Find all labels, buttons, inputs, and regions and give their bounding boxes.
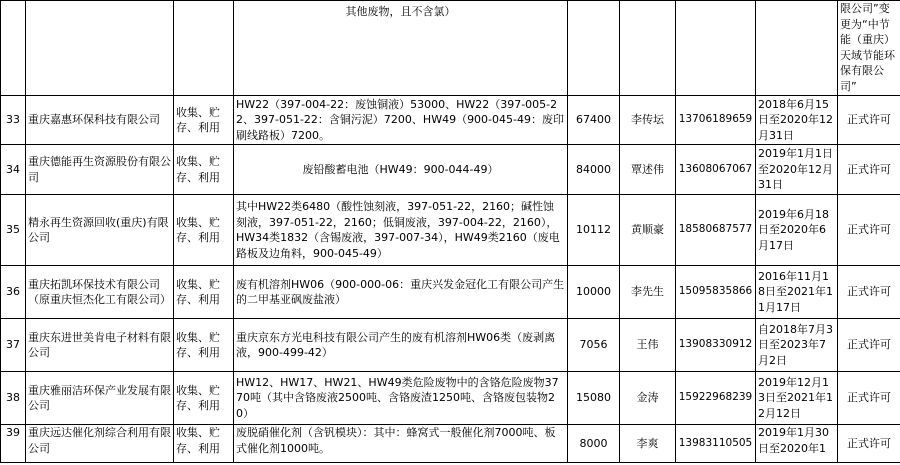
cell-license-type: 正式许可 (838, 145, 900, 195)
cell-capacity: 8000 (568, 425, 620, 463)
table-row (1, 1, 900, 96)
cell-license-type: 正式许可 (838, 96, 900, 145)
cell-validity: 2019年1月30日至2020年1 (756, 425, 838, 463)
cell-waste: 其他废物，且不含氯） (234, 1, 568, 96)
cell-capacity (568, 1, 620, 96)
cell-validity: 2019年1月1日至2020年12月31日 (756, 145, 838, 195)
cell-no: 35 (1, 195, 26, 266)
cell-no: 34 (1, 145, 26, 195)
cell-name: 精永再生资源回收(重庆)有限公司 (26, 195, 174, 266)
cell-waste: 废有机溶剂HW06（900-000-06：重庆兴发金冠化工有限公司产生的二甲基亚砜废盐液） (234, 266, 568, 319)
cell-license-type: 正式许可 (838, 266, 900, 319)
cell-contact: 王伟 (620, 319, 676, 372)
cell-capacity: 84000 (568, 145, 620, 195)
cell-contact: 黄顺豪 (620, 195, 676, 266)
table-row (1, 266, 900, 319)
cell-phone: 13608067067 (676, 145, 756, 195)
table-row (1, 195, 900, 266)
table-row (1, 425, 900, 463)
cell-phone: 15922968239 (676, 372, 756, 425)
cell-scope: 收集、贮存、利用 (174, 372, 234, 425)
cell-license-type: 正式许可 (838, 319, 900, 372)
cell-waste: 废铅酸蓄电池（HW49：900-044-49） (234, 145, 568, 195)
cell-note: 限公司”变更为“中节能（重庆）天域节能环保有限公司” (838, 1, 900, 96)
cell-license-type: 正式许可 (838, 195, 900, 266)
cell-contact: 李爽 (620, 425, 676, 463)
cell-phone: 15095835866 (676, 266, 756, 319)
cell-capacity: 10112 (568, 195, 620, 266)
cell-waste: 重庆京东方光电科技有限公司产生的废有机溶剂HW06类（废剥离液，900-499-42） (234, 319, 568, 372)
cell-waste: 其中HW22类6480（酸性蚀刻液，397-051-22，2160；碱性蚀刻液，397-051-22，2160；低铜废液，397-004-22，2160），HW34类1832（含锡废液，397-007-34），HW49类2160（废电路板及边角料，900-045-49） (234, 195, 568, 266)
cell-name: 重庆德能再生资源股份有限公司 (26, 145, 174, 195)
cell-scope: 收集、贮存、利用 (174, 266, 234, 319)
cell-waste: 废脱硝催化剂（含钒模块）：其中：蜂窝式一般催化剂7000吨、板式催化剂1000吨。 (234, 425, 568, 463)
cell-capacity: 15080 (568, 372, 620, 425)
cell-license-type: 正式许可 (838, 372, 900, 425)
cell-capacity: 67400 (568, 96, 620, 145)
cell-validity: 自2018年7月3日至2023年7月2日 (756, 319, 838, 372)
cell-phone: 13706189659 (676, 96, 756, 145)
cell-validity (756, 1, 838, 96)
cell-validity: 2018年6月15日至2020年12月31日 (756, 96, 838, 145)
cell-waste: HW22（397-004-22：废蚀铜液）53000、HW22（397-005-22、397-051-22：含铜污泥）7200、HW49（900-045-49：废印刷线路板）7200。 (234, 96, 568, 145)
cell-contact: 覃述伟 (620, 145, 676, 195)
cell-contact (620, 1, 676, 96)
cell-name: 重庆拓凯环保技术有限公司（原重庆恒杰化工有限公司） (26, 266, 174, 319)
cell-scope: 收集、贮存、利用 (174, 319, 234, 372)
table-row (1, 319, 900, 372)
cell-validity: 2016年11月18日至2021年11月17日 (756, 266, 838, 319)
cell-scope: 收集、贮存、利用 (174, 145, 234, 195)
cell-name: 重庆东进世美肯电子材料有限公司 (26, 319, 174, 372)
table-row (1, 145, 900, 195)
cell-no: 38 (1, 372, 26, 425)
cell-name: 重庆雅丽洁环保产业发展有限公司 (26, 372, 174, 425)
cell-license-type: 正式许可 (838, 425, 900, 463)
cell-contact: 李先生 (620, 266, 676, 319)
table-row (1, 372, 900, 425)
cell-phone (676, 1, 756, 96)
cell-validity: 2019年6月18日至2020年6月17日 (756, 195, 838, 266)
cell-phone: 18580687577 (676, 195, 756, 266)
cell-name (26, 1, 174, 96)
cell-scope: 收集、贮存、利用 (174, 96, 234, 145)
cell-capacity: 10000 (568, 266, 620, 319)
cell-no: 36 (1, 266, 26, 319)
cell-no: 39 (1, 425, 26, 463)
cell-scope: 收集、贮存、利用 (174, 425, 234, 463)
cell-scope: 收集、贮存、利用 (174, 195, 234, 266)
table-row (1, 96, 900, 145)
cell-contact: 李传坛 (620, 96, 676, 145)
cell-phone: 13983110505 (676, 425, 756, 463)
cell-no: 33 (1, 96, 26, 145)
cell-name: 重庆嘉惠环保科技有限公司 (26, 96, 174, 145)
cell-waste: HW12、HW17、HW21、HW49类危险废物中的含铬危险废物3770吨（其中含铬废液2500吨、含铬废渣1250吨、含铬废包装物20） (234, 372, 568, 425)
cell-no: 37 (1, 319, 26, 372)
cell-capacity: 7056 (568, 319, 620, 372)
cell-scope (174, 1, 234, 96)
cell-phone: 13908330912 (676, 319, 756, 372)
cell-name: 重庆远达催化剂综合利用有限公司 (26, 425, 174, 463)
cell-no (1, 1, 26, 96)
cell-contact: 金涛 (620, 372, 676, 425)
cell-validity: 2019年12月13日至2021年12月12日 (756, 372, 838, 425)
